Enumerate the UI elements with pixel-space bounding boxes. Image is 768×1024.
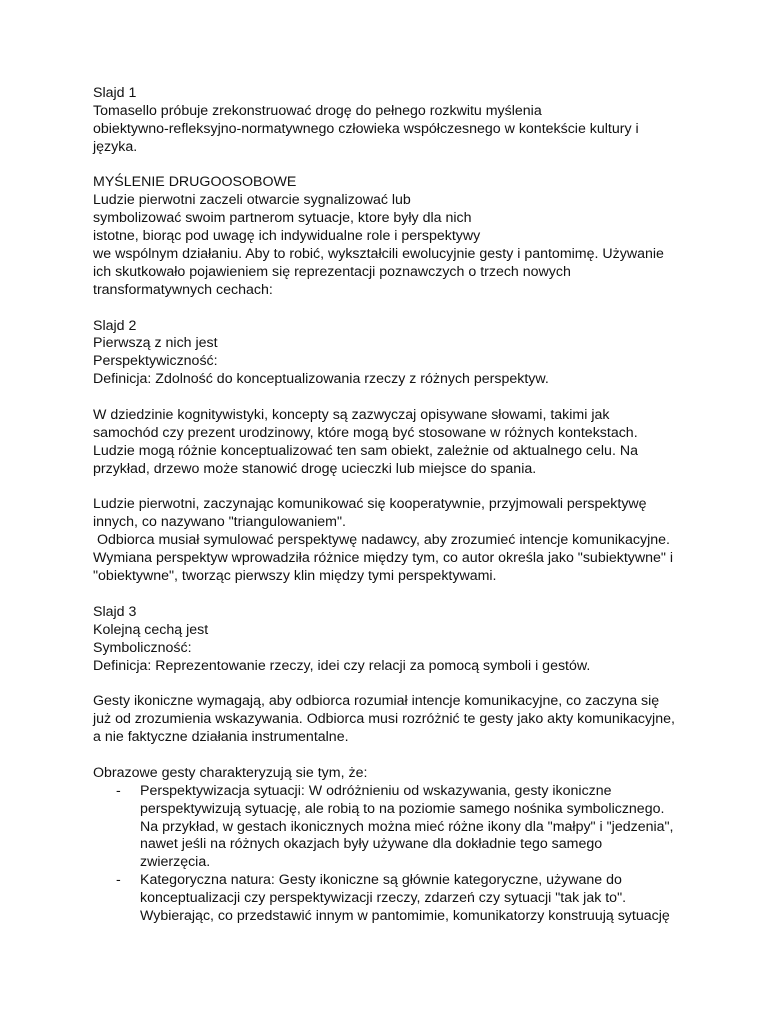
paragraph-line: W dziedzinie kognitywistyki, koncepty są zazwyczaj opisywane słowami, takimi jak: [93, 407, 610, 424]
paragraph-line: języka.: [93, 138, 138, 155]
slide3-heading: Slajd 3: [93, 603, 137, 620]
paragraph-line: Ludzie pierwotni zaczeli otwarcie sygnalizować lub: [93, 192, 411, 209]
section-heading: MYŚLENIE DRUGOOSOBOWE: [93, 174, 297, 191]
term-label: Perspektywiczność:: [93, 353, 218, 370]
list-item-text: Kategoryczna natura: Gesty ikoniczne są głównie kategoryczne, używane do: [140, 872, 622, 889]
paragraph-line: a nie faktyczne działania instrumentalne.: [93, 729, 349, 746]
blank-line: [93, 586, 693, 604]
bullet-dash: -: [116, 782, 121, 799]
list-item-continuation: nawet jeśli na różnych okazjach były używane dla dokładnie tego samego: [140, 836, 603, 853]
paragraph-line: Gesty ikoniczne wymagają, aby odbiorca rozumiał intencje komunikacyjne, co zaczyna się: [93, 693, 660, 710]
paragraph-line: symbolizować swoim partnerom sytuacje, ktore były dla nich: [93, 210, 472, 227]
paragraph-line: Tomasello próbuje zrekonstruować drogę do pełnego rozkwitu myślenia: [93, 102, 542, 119]
paragraph-line: już od zrozumienia wskazywania. Odbiorca musi rozróżnić te gesty jako akty komunikacyjne,: [93, 711, 675, 728]
paragraph-line: Wymiana perspektyw wprowadziła różnice między tym, co autor określa jako "subiektywne" i: [93, 550, 674, 567]
definition-line: Definicja: Reprezentowanie rzeczy, idei czy relacji za pomocą symboli i gestów.: [93, 657, 591, 674]
list-item-continuation: zwierzęcia.: [140, 854, 211, 871]
blank-line: [93, 747, 693, 765]
paragraph-line: Odbiorca musiał symulować perspektywę nadawcy, aby zrozumieć intencje komunikacyjne.: [93, 532, 670, 549]
blank-line: [93, 389, 693, 407]
definition-line: Definicja: Zdolność do konceptualizowania rzeczy z różnych perspektyw.: [93, 371, 549, 388]
paragraph-line: istotne, biorąc pod uwagę ich indywidualne role i perspektywy: [93, 228, 481, 245]
list-item: [93, 783, 693, 801]
list-item-continuation: Wybierając, co przedstawić innym w pantomimie, komunikatorzy konstruują sytuację: [140, 907, 670, 924]
slide2-heading: Slajd 2: [93, 317, 137, 334]
list-item: [93, 872, 693, 890]
list-item-continuation: perspektywizują sytuację, ale robią to na poziomie samego nośnika symbolicznego.: [140, 800, 665, 817]
slide1-heading: Slajd 1: [93, 85, 137, 101]
paragraph-line: "obiektywne", tworząc pierwszy klin między tymi perspektywami.: [93, 568, 497, 585]
blank-line: [93, 675, 693, 693]
list-intro: Obrazowe gesty charakteryzują sie tym, że:: [93, 764, 368, 781]
document-body: [93, 85, 693, 926]
list-item-continuation: Na przykład, w gestach ikonicznych można mieć różne ikony dla "małpy" i "jedzenia",: [140, 818, 674, 835]
paragraph-line: we wspólnym działaniu. Aby to robić, wykształcili ewolucyjnie gesty i pantomimę. Używanie: [93, 246, 664, 263]
paragraph-line: ich skutkowało pojawieniem się reprezentacji poznawczych o trzech nowych: [93, 263, 571, 280]
paragraph-line: Ludzie mogą różnie konceptualizować ten sam obiekt, zależnie od aktualnego celu. Na: [93, 442, 638, 459]
list-item-continuation: konceptualizacji czy perspektywizacji rzeczy, zdarzeń czy sytuacji "tak jak to".: [140, 890, 627, 907]
blank-line: [93, 157, 693, 175]
paragraph-line: obiektywno-refleksyjno-normatywnego człowieka współczesnego w kontekście kultury i: [93, 120, 639, 137]
paragraph-line: transformatywnych cechach:: [93, 281, 273, 298]
paragraph-line: Ludzie pierwotni, zaczynając komunikować się kooperatywnie, przyjmowali perspektywę: [93, 496, 647, 513]
blank-line: [93, 479, 693, 497]
paragraph-line: przykład, drzewo może stanowić drogę ucieczki lub miejsce do spania.: [93, 460, 537, 477]
paragraph-line: samochód czy prezent urodzinowy, które mogą być stosowane w różnych kontekstach.: [93, 424, 638, 441]
bullet-dash: -: [116, 872, 121, 889]
paragraph-line: Kolejną cechą jest: [93, 621, 209, 638]
term-label: Symboliczność:: [93, 639, 192, 656]
blank-line: [93, 300, 693, 318]
list-item-text: Perspektywizacja sytuacji: W odróżnieniu od wskazywania, gesty ikoniczne: [140, 782, 612, 799]
paragraph-line: innych, co nazywano "triangulowaniem".: [93, 514, 346, 531]
paragraph-line: Pierwszą z nich jest: [93, 335, 218, 352]
